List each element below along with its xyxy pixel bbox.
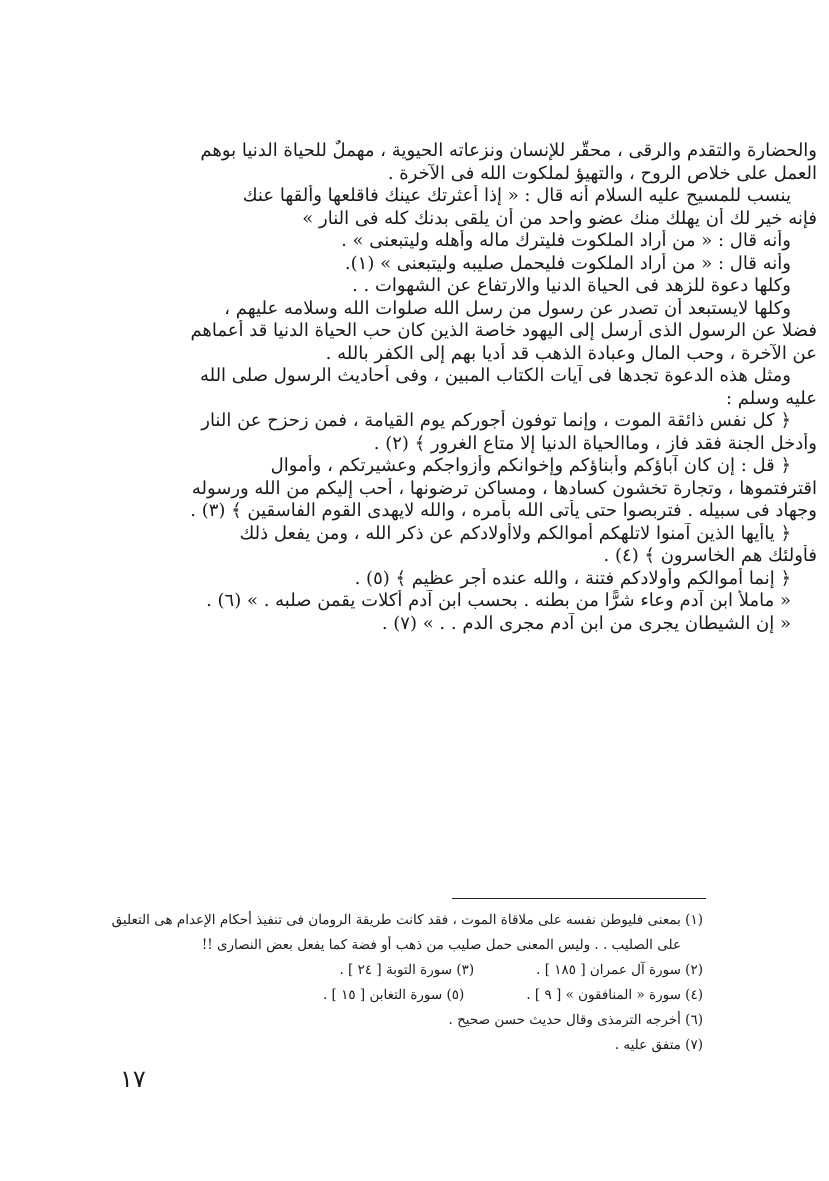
quran-verse-line: ﴿ قل : إن كان آباؤكم وأبناؤكم وإخوانكم وأزواجكم وعشيرتكم ، وأموال <box>270 455 791 476</box>
quran-verse-line: ﴿ ياأيها الذين آمنوا لاتلهكم أموالكم ولاأولادكم عن ذكر الله ، ومن يفعل ذلك <box>239 522 791 544</box>
body-line: وأنه قال : « من أراد الملكوت فليترك ماله وأهله وليتبعنى » . <box>341 230 791 251</box>
hadith-line: « إن الشيطان يجرى من ابن آدم مجرى الدم . . » (٧) . <box>381 612 791 634</box>
quran-verse-line: وأدخل الجنة فقد فاز ، وماالحياة الدنيا إلا متاع الغرور ﴾ (٢) . <box>373 432 817 454</box>
footnote-divider <box>452 898 706 899</box>
page-number: ١٧ <box>120 1065 146 1093</box>
body-line: والحضارة والتقدم والرقى ، محقّر للإنسان ونزعاته الحيوية ، مهملٌ للحياة الدنيا بوهم <box>200 140 817 161</box>
hadith-line: « ماملأ ابن آدم وعاء شرًّا من بطنه . بحسب ابن آدم أكلات يقمن صلبه . » (٦) . <box>206 590 791 611</box>
footnote-4: (٤) سورة « المنافقون » [ ٩ ] . <box>526 987 703 1003</box>
footnote-7: (٧) متفق عليه . <box>614 1037 703 1053</box>
body-line: فإنه خير لك أن يهلك منك عضو واحد من أن يلقى بدنك كله فى النار » <box>302 207 817 229</box>
footnote-6: (٦) أخرجه الترمذى وقال حديث حسن صحيح . <box>448 1012 703 1028</box>
footnote-1-line-1: (١) بمعنى فليوطن نفسه على ملاقاة الموت ، فقد كانت طريقة الرومان فى تنفيذ أحكام الإعدام هى التعليق <box>111 912 703 928</box>
body-line: ينسب للمسيح عليه السلام أنه قال : « إذا أعثرتك عينك فاقلعها وألقها عنك <box>242 185 791 206</box>
body-text <box>121 140 817 635</box>
footnote-3: (٣) سورة التوبة [ ٢٤ ] . <box>339 962 475 978</box>
body-line: عن الآخرة ، وحب المال وعبادة الذهب قد أديا بهم إلى الكفر بالله . <box>325 342 817 364</box>
footnote-row-4-5 <box>113 983 703 1008</box>
quran-verse-line: ﴿ إنما أموالكم وأولادكم فتنة ، والله عنده أجر عظيم ﴾ (٥) . <box>354 567 791 589</box>
body-line: فضلا عن الرسول الذى أرسل إلى اليهود خاصة الذين كان حب الحياة الدنيا قد أعماهم <box>190 320 817 341</box>
footnote-5: (٥) سورة التغابن [ ١٥ ] . <box>322 987 465 1003</box>
quran-verse-line: اقترفتموها ، وتجارة تخشون كسادها ، ومساكن ترضونها ، أحب إليكم من الله ورسوله <box>191 477 817 499</box>
body-line: العمل على خلاص الروح ، والتهيؤ لملكوت الله فى الآخرة . <box>387 162 817 184</box>
quran-verse-line: فأولئك هم الخاسرون ﴾ (٤) . <box>603 545 817 566</box>
quran-verse-line: ﴿ كل نفس ذائقة الموت ، وإنما توفون أجوركم يوم القيامة ، فمن زحزح عن النار <box>201 410 791 431</box>
footnote-1-line-2: على الصليب . . وليس المعنى حمل صليب من ذهب أو فضة كما يفعل بعض النصارى !! <box>201 937 681 953</box>
body-line: وكلها لايستبعد أن تصدر عن رسول من رسل الله صلوات الله وسلامه عليهم ، <box>224 297 791 319</box>
body-line: وأنه قال : « من أراد الملكوت فليحمل صليبه وليتبعنى » (١). <box>344 252 791 274</box>
footnote-2: (٢) سورة آل عمران [ ١٨٥ ] . <box>536 962 703 978</box>
footnote-row-2-3 <box>113 958 703 983</box>
body-line: ومثل هذه الدعوة تجدها فى آيات الكتاب المبين ، وفى أحاديث الرسول صلى الله <box>199 365 791 386</box>
quran-verse-line: وجهاد فى سبيله . فتربصوا حتى يأتى الله بأمره ، والله لايهدى القوم الفاسقين ﴾ (٣) . <box>190 500 817 521</box>
body-line: عليه وسلم : <box>725 387 817 409</box>
footnotes <box>113 908 703 1058</box>
body-line: وكلها دعوة للزهد فى الحياة الدنيا والارتفاع عن الشهوات . . <box>352 275 791 296</box>
